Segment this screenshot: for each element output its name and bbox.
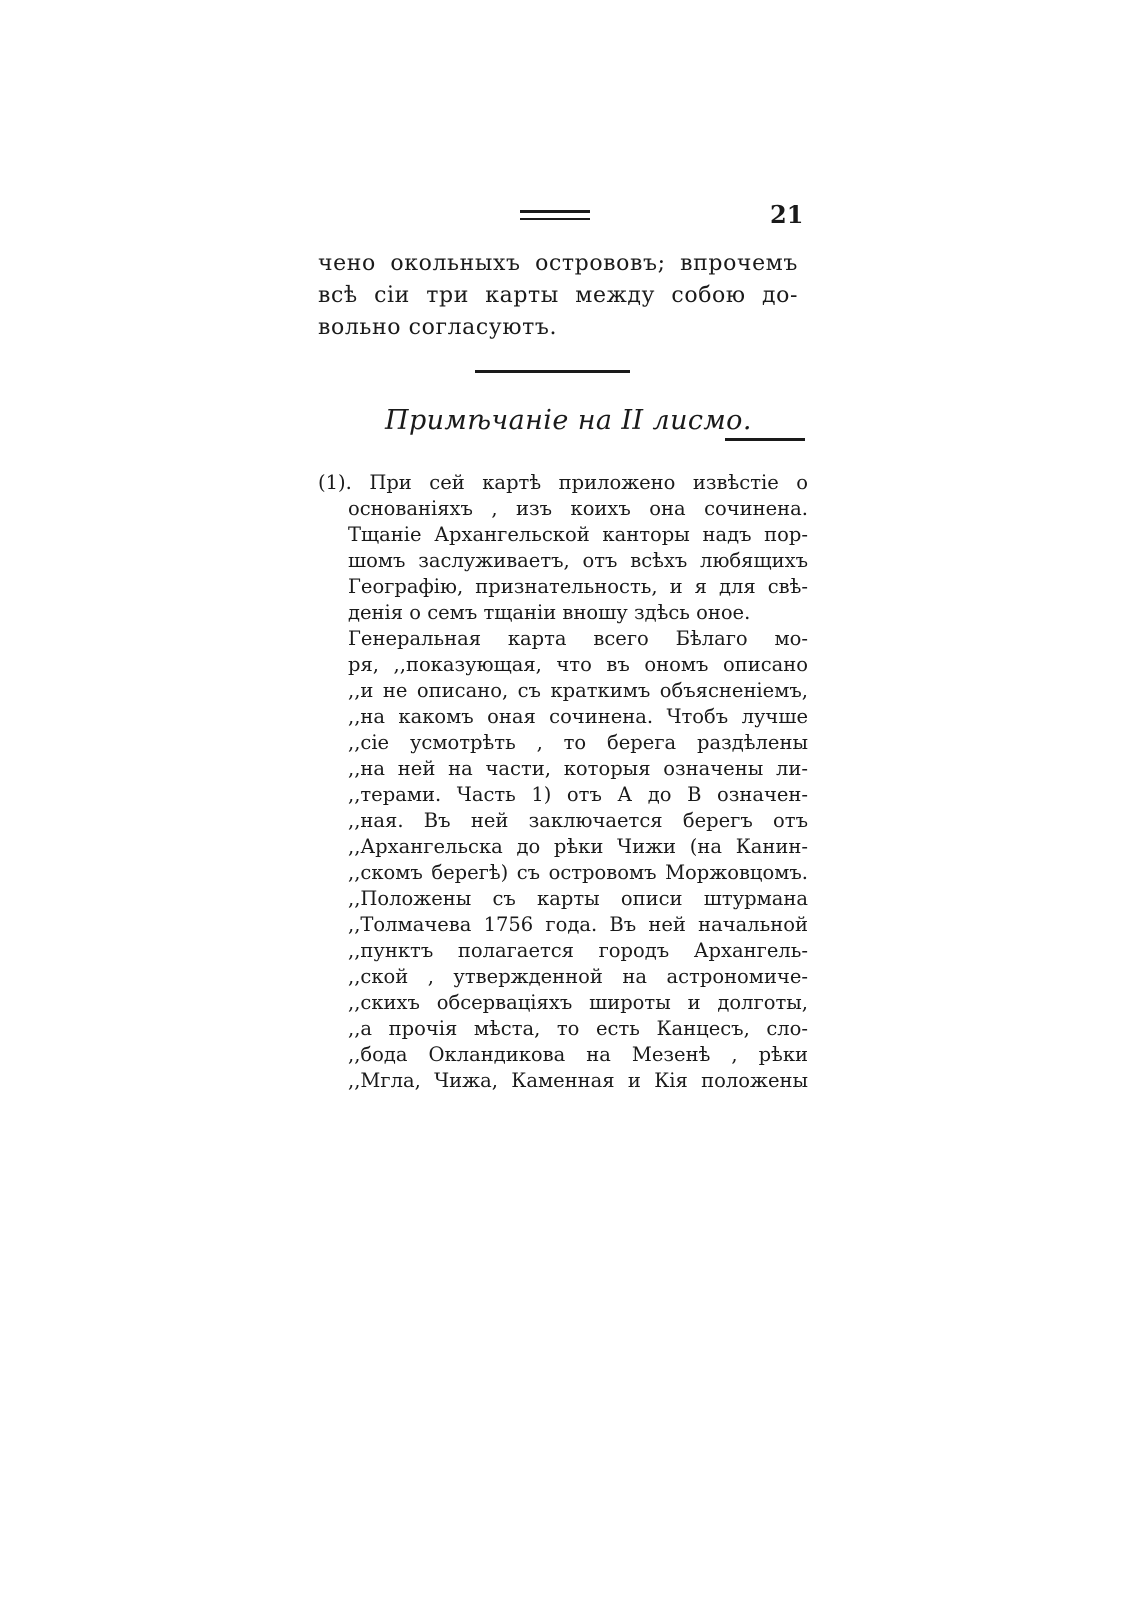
- section-divider: [475, 370, 630, 373]
- note-line: ,,терами. Часть 1) отъ А до В означен-: [348, 783, 808, 806]
- note-line: ,,на какомъ оная сочинена. Чтобъ лучше: [348, 705, 808, 728]
- page-number: 21: [770, 200, 804, 229]
- note-line: денія о семъ тщаніи вношу здѣсь оное.: [348, 601, 751, 624]
- note-line: ,,и не описано, съ краткимъ объясненіемъ,: [348, 679, 808, 702]
- note-line: ,,Положены съ карты описи штурмана: [348, 887, 808, 910]
- heading-underline: [725, 438, 805, 441]
- text-line: вольно согласуютъ.: [318, 315, 558, 340]
- header-ornament-rule: [520, 210, 590, 220]
- text-line: всѣ сіи три карты между собою до-: [318, 283, 798, 308]
- note-line: шомъ заслуживаетъ, отъ всѣхъ любящихъ: [348, 549, 808, 572]
- note-line: ,,бода Окландикова на Мезенѣ , рѣки: [348, 1043, 808, 1066]
- text-line: чено окольныхъ острововъ; впрочемъ: [318, 251, 798, 276]
- note-line: Генеральная карта всего Бѣлаго мо-: [348, 627, 808, 650]
- note-line: (1). При сей картѣ приложено извѣстіе о: [318, 471, 808, 494]
- note-line: основаніяхъ , изъ коихъ она сочинена.: [348, 497, 808, 520]
- note-line: ,,а прочія мѣста, то есть Канцесъ, сло-: [348, 1017, 808, 1040]
- note-line: ,,на ней на части, которыя означены ли-: [348, 757, 808, 780]
- note-line: ,,сіе усмотрѣть , то берега раздѣлены: [348, 731, 808, 754]
- note-line: ,,Мгла, Чижа, Каменная и Кія положены: [348, 1069, 808, 1092]
- note-line: Тщаніе Архангельской канторы надъ пор-: [348, 523, 808, 546]
- note-line: ,,Толмачева 1756 года. Въ ней начальной: [348, 913, 808, 936]
- note-paragraph: [318, 470, 808, 1094]
- note-heading: Примѣчаніе на II лисмо.: [385, 405, 752, 436]
- note-line: ря, ,,показующая, что въ ономъ описано: [348, 653, 808, 676]
- note-line: Географію, признательность, и я для свѣ-: [348, 575, 808, 598]
- note-line: ,,ная. Въ ней заключается берегъ отъ: [348, 809, 808, 832]
- continued-paragraph: [318, 248, 798, 344]
- note-line: ,,пунктъ полагается городъ Архангель-: [348, 939, 808, 962]
- note-line: ,,скомъ берегѣ) съ островомъ Моржовцомъ.: [348, 861, 808, 884]
- note-line: ,,скихъ обсерваціяхъ широты и долготы,: [348, 991, 808, 1014]
- note-line: ,,Архангельска до рѣки Чижи (на Канин-: [348, 835, 808, 858]
- note-line: ,,ской , утвержденной на астрономиче-: [348, 965, 808, 988]
